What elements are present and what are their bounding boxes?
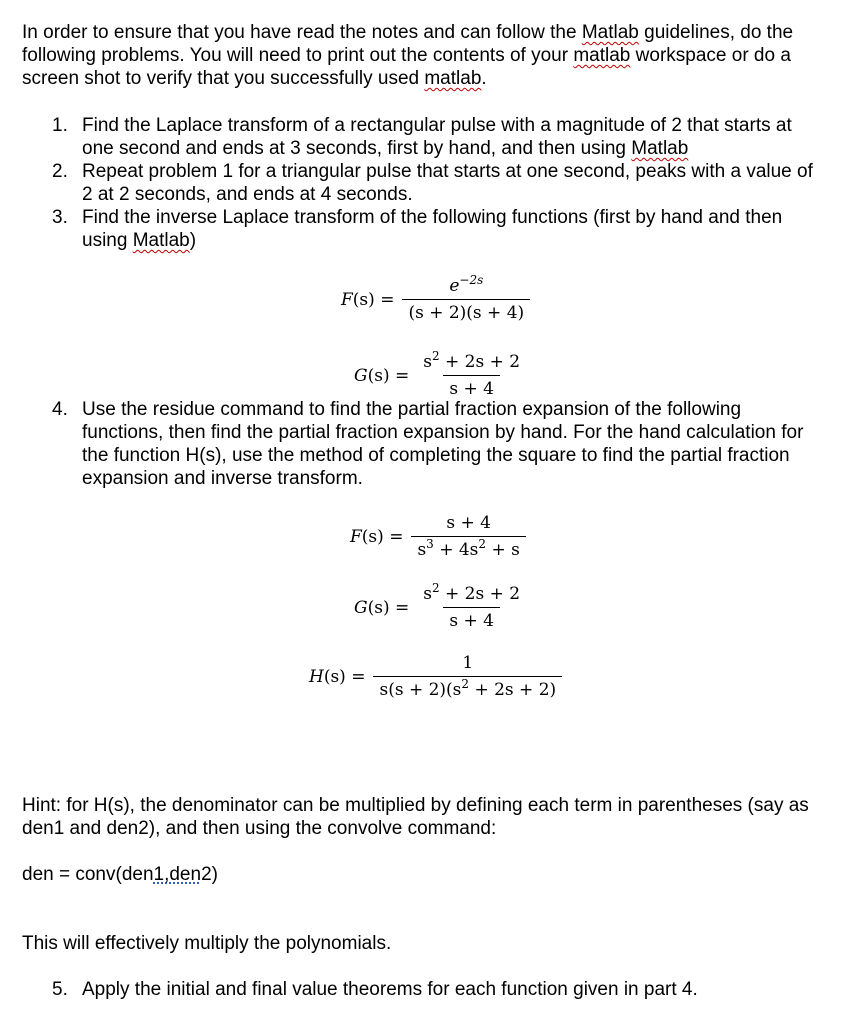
equation-lhs: G(s) =	[354, 597, 410, 618]
numerator: 1	[462, 653, 474, 673]
numerator: s + 4	[446, 513, 491, 533]
spell-flag-matlab: Matlab	[631, 138, 689, 159]
fraction	[373, 653, 562, 700]
intro-text-3: workspace or do a screen shot to verify that you successfully used	[22, 45, 791, 89]
equation-lhs: F(s) =	[350, 526, 404, 547]
denominator: s + 4	[443, 375, 500, 399]
numerator: $e^{-2s}$	[449, 273, 484, 296]
list-number: 4.	[52, 399, 68, 420]
intro-text-1: In order to ensure that you have read the notes and can follow the	[22, 22, 582, 43]
intro-text-4: .	[481, 68, 487, 89]
paren-close: )	[189, 230, 197, 251]
equation-G3	[354, 349, 526, 399]
denominator: $s(s + 2)(s^2 + 2s + 2)$	[373, 676, 562, 700]
equation-lhs: F(s) =	[341, 289, 395, 310]
equation-F4	[350, 513, 526, 560]
numerator: $s^2 + 2s + 2$	[423, 581, 521, 604]
fraction	[417, 581, 526, 631]
equation-H4	[309, 653, 562, 700]
problem-text	[82, 114, 822, 160]
list-number: 1.	[52, 115, 68, 136]
problem-2-text: Repeat problem 1 for a triangular pulse that starts at one second, peaks with a value of 2 at 2 seconds, and ends at 4 seconds.	[82, 161, 813, 205]
spell-flag-matlab: Matlab	[581, 22, 639, 43]
list-number: 5.	[52, 979, 68, 1000]
problem-text	[82, 206, 822, 252]
hint-paragraph: Hint: for H(s), the denominator can be multiplied by defining each term in parentheses (say as den1 and den2), and then using the convolve command:	[22, 795, 809, 839]
code-text: den = conv(den	[22, 864, 154, 885]
fraction	[411, 513, 525, 560]
fraction	[402, 273, 530, 323]
grammar-flag: 1,den	[153, 864, 202, 885]
hint-after: This will effectively multiply the polynomials.	[22, 933, 392, 954]
numerator: $s^2 + 2s + 2$	[423, 349, 521, 372]
problem-4-text: Use the residue command to find the partial fraction expansion of the following functions, then find the partial fraction expansion by hand. For the hand calculation for the function H(s), use the method of completing the square to find the partial fraction expansion and inverse transform.	[82, 399, 804, 489]
denominator: $s^3 + 4s^2 + s$	[411, 536, 525, 560]
list-number: 2.	[52, 161, 68, 182]
intro-text-2: guidelines, do the following problems. You will need to print out the contents of your	[22, 22, 794, 66]
fraction	[417, 349, 526, 399]
spell-flag-matlab: matlab	[573, 45, 631, 66]
equation-G4	[354, 581, 526, 631]
denominator: s + 4	[443, 607, 500, 631]
intro-paragraph	[22, 21, 822, 90]
problem-1-text: Find the Laplace transform of a rectangular pulse with a magnitude of 2 that starts at one second and ends at 3 seconds, first by hand, and then using	[82, 115, 792, 159]
equation-lhs: G(s) =	[354, 365, 410, 386]
problem-5-text: Apply the initial and final value theorems for each function given in part 4.	[82, 979, 698, 1000]
code-text: 2)	[201, 864, 218, 885]
equation-F3	[341, 273, 530, 323]
problem-3-text: Find the inverse Laplace transform of the following functions (first by hand and then using	[82, 207, 783, 251]
equation-lhs: H(s) =	[309, 666, 366, 687]
spell-flag-matlab: Matlab	[132, 230, 190, 251]
list-number: 3.	[52, 207, 68, 228]
denominator: (s + 2)(s + 4)	[402, 299, 530, 323]
code-line	[22, 863, 822, 886]
spell-flag-matlab: matlab	[424, 68, 482, 89]
